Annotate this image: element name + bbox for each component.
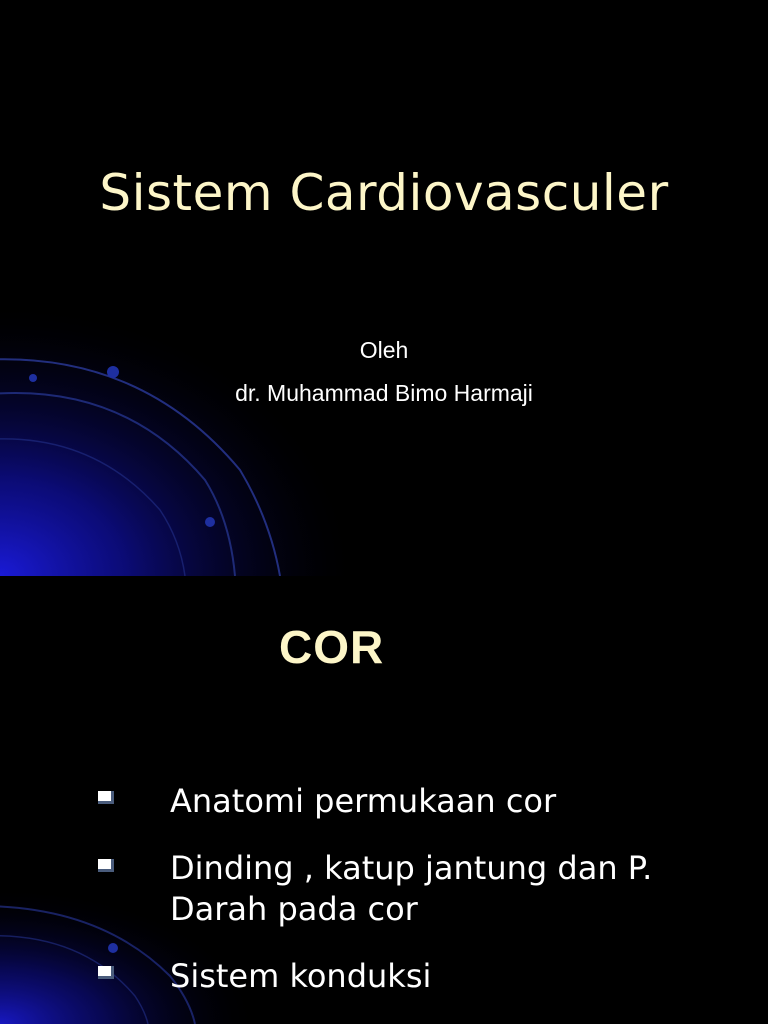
square-bullet-icon <box>98 791 114 804</box>
subtitle-by: Oleh <box>359 337 409 363</box>
slide-title-text: Sistem Cardiovasculer <box>99 164 669 222</box>
bullet-text: Sistem konduksi <box>170 957 432 995</box>
bullet-text: Anatomi permukaan cor <box>170 782 557 820</box>
square-bullet-icon <box>98 966 114 979</box>
square-bullet-icon <box>98 859 114 872</box>
slide-heading: COR <box>279 621 385 673</box>
slide-content <box>0 576 768 1024</box>
bullet-text: Dinding , katup jantung dan P. Darah pada cor <box>170 849 653 928</box>
subtitle-author: dr. Muhammad Bimo Harmaji <box>235 380 533 406</box>
